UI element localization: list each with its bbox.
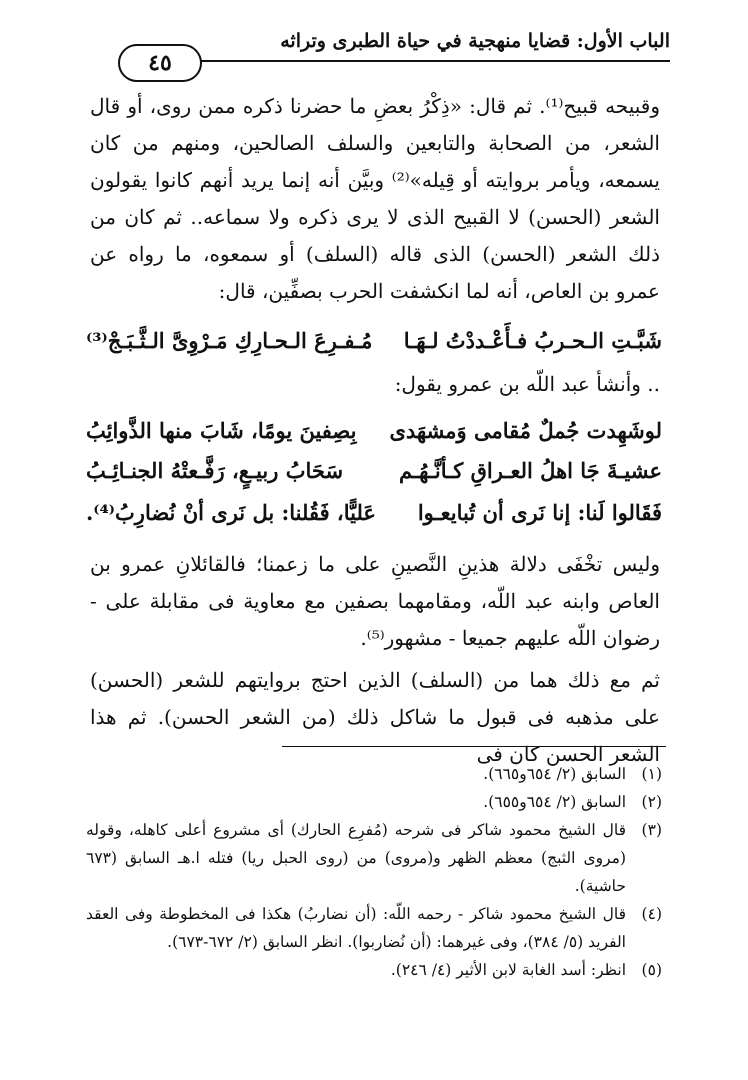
verse-1-second-hemistich: مُـفـرِعَ الـحـارِكِ مَـرْوِىَّ الـثَّـبَـجْ⁽³⁾ xyxy=(86,328,373,353)
second-paragraph-block xyxy=(90,546,660,657)
footnote-2 xyxy=(86,788,662,816)
page-number: ٤٥ xyxy=(118,44,202,82)
verse-line-3 xyxy=(86,458,662,494)
footnote-1 xyxy=(86,760,662,788)
paragraph-3: ثم مع ذلك هما من (السلف) الذين احتج بروايتهم للشعر (الحسن) على مذهبه فى قبول ما شاكل ذلك (من الشعر الحسن). ثم هذا الشعر الحسن كان فى xyxy=(90,668,660,766)
verse-2-first-hemistich: لوشَهِدت جُملٌ مُقامى وَمشهَدى xyxy=(389,418,662,443)
footnote-separator xyxy=(282,746,666,747)
header-rule xyxy=(200,60,670,62)
footnote-5 xyxy=(86,956,662,984)
footnote-text: انظر: أسد الغابة لابن الأثير (٤/ ٢٤٦). xyxy=(390,961,626,979)
verse-4-first-hemistich: فَقَالوا لَنا: إنا نَرى أن تُبايعـوا xyxy=(417,500,662,525)
footnote-number: (١) xyxy=(641,765,662,783)
third-paragraph-block xyxy=(90,662,660,773)
footnote-number: (٣) xyxy=(641,821,662,839)
footnote-text: السابق (٢/ ٦٥٤و٦٦٥). xyxy=(483,765,626,783)
paragraph-1: وقبيحه قبيح⁽¹⁾. ثم قال: «ذِكْرُ بعضِ ما حضرنا ذكره ممن روى، أو قال الشعر، من الصحابة والتابعين والسلف الصالحين، ومنهم من كان يسمعه، ويأمر بروايته أو قِيله»⁽²⁾ وبيَّن أنه إنما يريد أنهم كانوا يقولون الشعر (الحسن) لا القبيح الذى لا يرى ذكره ولا سماعه.. ثم كان من ذلك الشعر (الحسن) الذى قاله (السلف) أو سمعوه، ما رواه عن عمرو بن العاص، أنه لما انكشفت الحرب بصفِّين، قال: xyxy=(90,94,660,303)
footnote-number: (٤) xyxy=(641,905,662,923)
verse-3-first-hemistich: عشيـةَ جَا اهلُ العـراقِ كـأنَّـهُـم xyxy=(398,458,662,483)
verse-line-1 xyxy=(86,328,662,364)
running-title: الباب الأول: قضايا منهجية في حياة الطبرى وتراثه xyxy=(280,30,670,52)
footnote-3 xyxy=(86,816,662,900)
footnote-4 xyxy=(86,900,662,956)
verse-intro: .. وأنشأ عبد اللّه بن عمرو يقول: xyxy=(394,372,660,396)
footnote-text: السابق (٢/ ٦٥٤و٦٥٥). xyxy=(483,793,626,811)
verse-2-second-hemistich: بِصِفينَ يومًا، شَابَ منها الذَّوائِبُ xyxy=(86,418,357,443)
footnote-text: قال الشيخ محمود شاكر - رحمه اللّه: (أن نضاربُ) هكذا فى المخطوطة وفى العقد الفريد (٥/ ٣٨٤)، وفى غيرهما: (أن نُضاربوا). انظر السابق (٢/ ٦٧٢-٦٧٣). xyxy=(86,905,626,951)
verse-1-first-hemistich: شَبَّـتِ الـحـربُ فـأَعْـددْتُ لـهَـا xyxy=(403,328,662,353)
footnote-number: (٢) xyxy=(641,793,662,811)
footnote-number: (٥) xyxy=(641,961,662,979)
verse-line-4 xyxy=(86,500,662,536)
verse-4-second-hemistich: عَليًّا، فَقُلنا: بل نَرى أنْ نُضارِبُ⁽⁴⁾. xyxy=(86,500,376,525)
verse-line-2 xyxy=(86,418,662,454)
footnote-text: قال الشيخ محمود شاكر فى شرحه (مُفرِع الحارك) أى مشروع أعلى كاهله، وقوله (مروى الثبج) معظم الظهر و(مروى) من (روى الحبل ريا) فتله ا.هـ السابق (٦٧٣ حاشية). xyxy=(86,821,626,895)
verse-3-second-hemistich: سَحَابُ ربيـعٍ، رَفَّـعتْهُ الجنـائِـبُ xyxy=(86,458,344,483)
opening-paragraph xyxy=(90,88,660,310)
paragraph-2: وليس تخْفَى دلالة هذينِ النَّصينِ على ما زعمنا؛ فالقائلانِ عمرو بن العاص وابنه عبد اللّه، ومقامهما بصفين مع معاوية فى مقابلة على - رضوان اللّه عليهم جميعا - مشهور⁽⁵⁾. xyxy=(90,552,660,650)
footnotes xyxy=(86,760,662,984)
